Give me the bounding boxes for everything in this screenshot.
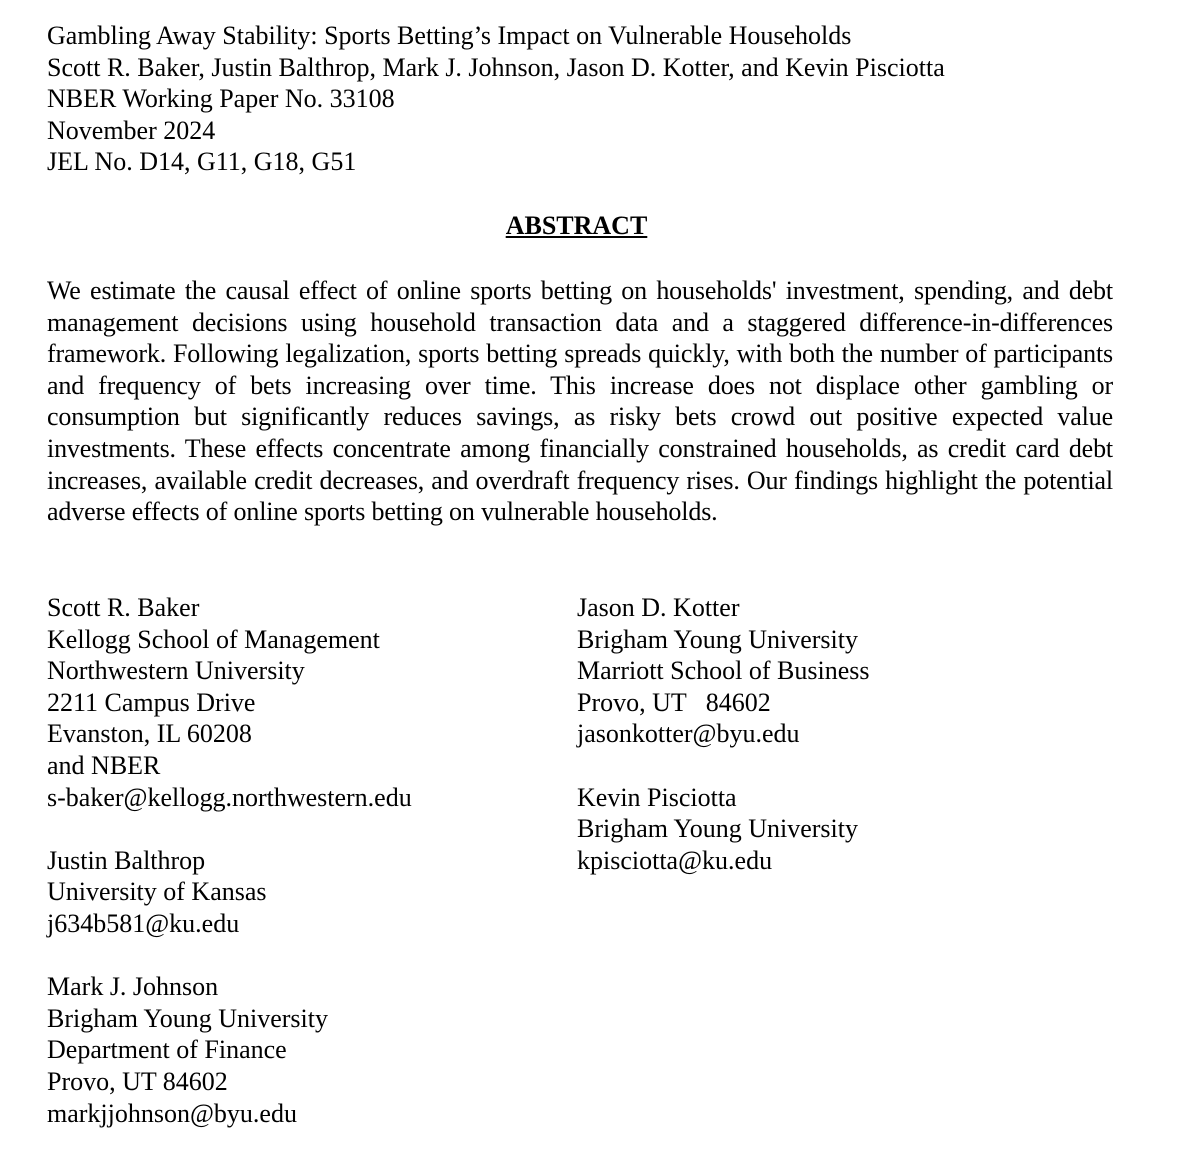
author-affiliation: Brigham Young University <box>577 814 858 844</box>
author-name: Mark J. Johnson <box>47 972 219 1002</box>
abstract-heading: ABSTRACT <box>505 211 648 240</box>
author-affiliation: Northwestern University <box>47 656 305 686</box>
author-name: Justin Balthrop <box>47 845 206 875</box>
paper-header <box>47 20 1147 178</box>
author-affiliation: Brigham Young University <box>577 624 858 654</box>
author-block-johnson <box>47 971 567 1129</box>
author-affiliation: Department of Finance <box>47 1035 287 1065</box>
author-email: kpisciotta@ku.edu <box>577 845 773 875</box>
author-name: Jason D. Kotter <box>577 593 740 622</box>
author-email: markjjohnson@byu.edu <box>47 1098 297 1128</box>
jel-codes: JEL No. D14, G11, G18, G51 <box>47 147 357 177</box>
author-address: 2211 Campus Drive <box>47 687 256 717</box>
author-block-kotter <box>577 592 1097 750</box>
publication-date: November 2024 <box>47 115 216 145</box>
author-address: Evanston, IL 60208 <box>47 719 252 749</box>
author-affiliation: University of Kansas <box>47 877 267 907</box>
author-affiliation: Brigham Young University <box>47 1003 328 1033</box>
author-block-baker <box>47 592 567 813</box>
author-list: Scott R. Baker, Justin Balthrop, Mark J. Johnson, Jason D. Kotter, and Kevin Pisciotta <box>47 52 945 82</box>
author-address: Provo, UT 84602 <box>577 687 771 717</box>
author-email: s-baker@kellogg.northwestern.edu <box>47 782 412 812</box>
author-affiliation: Kellogg School of Management <box>47 624 380 654</box>
abstract-text: We estimate the causal effect of online sports betting on households' investment, spending, and debt management decisions using household transaction data and a staggered difference-in-differences framework. Following legalization, sports betting spreads quickly, with both the number of participants and frequency of bets increasing over time. This increase does not displace other gambling or consumption but significantly reduces savings, as risky bets crowd out positive expected value investments. These effects concentrate among financially constrained households, as credit card debt increases, available credit decreases, and overdraft frequency rises. Our findings highlight the potential adverse effects of online sports betting on vulnerable households. <box>47 276 1113 527</box>
author-email: j634b581@ku.edu <box>47 908 240 938</box>
author-name: Scott R. Baker <box>47 593 200 622</box>
author-block-pisciotta <box>577 782 1097 877</box>
author-column-left <box>47 592 567 1161</box>
author-affiliation: Marriott School of Business <box>577 656 870 686</box>
author-email: jasonkotter@byu.edu <box>577 719 800 749</box>
working-paper-number: NBER Working Paper No. 33108 <box>47 84 395 114</box>
author-block-balthrop <box>47 845 567 940</box>
author-column-right <box>577 592 1097 908</box>
paper-title: Gambling Away Stability: Sports Betting’s Impact on Vulnerable Households <box>47 21 852 50</box>
author-affiliation: and NBER <box>47 750 161 780</box>
author-address: Provo, UT 84602 <box>47 1066 228 1096</box>
author-name: Kevin Pisciotta <box>577 782 737 812</box>
